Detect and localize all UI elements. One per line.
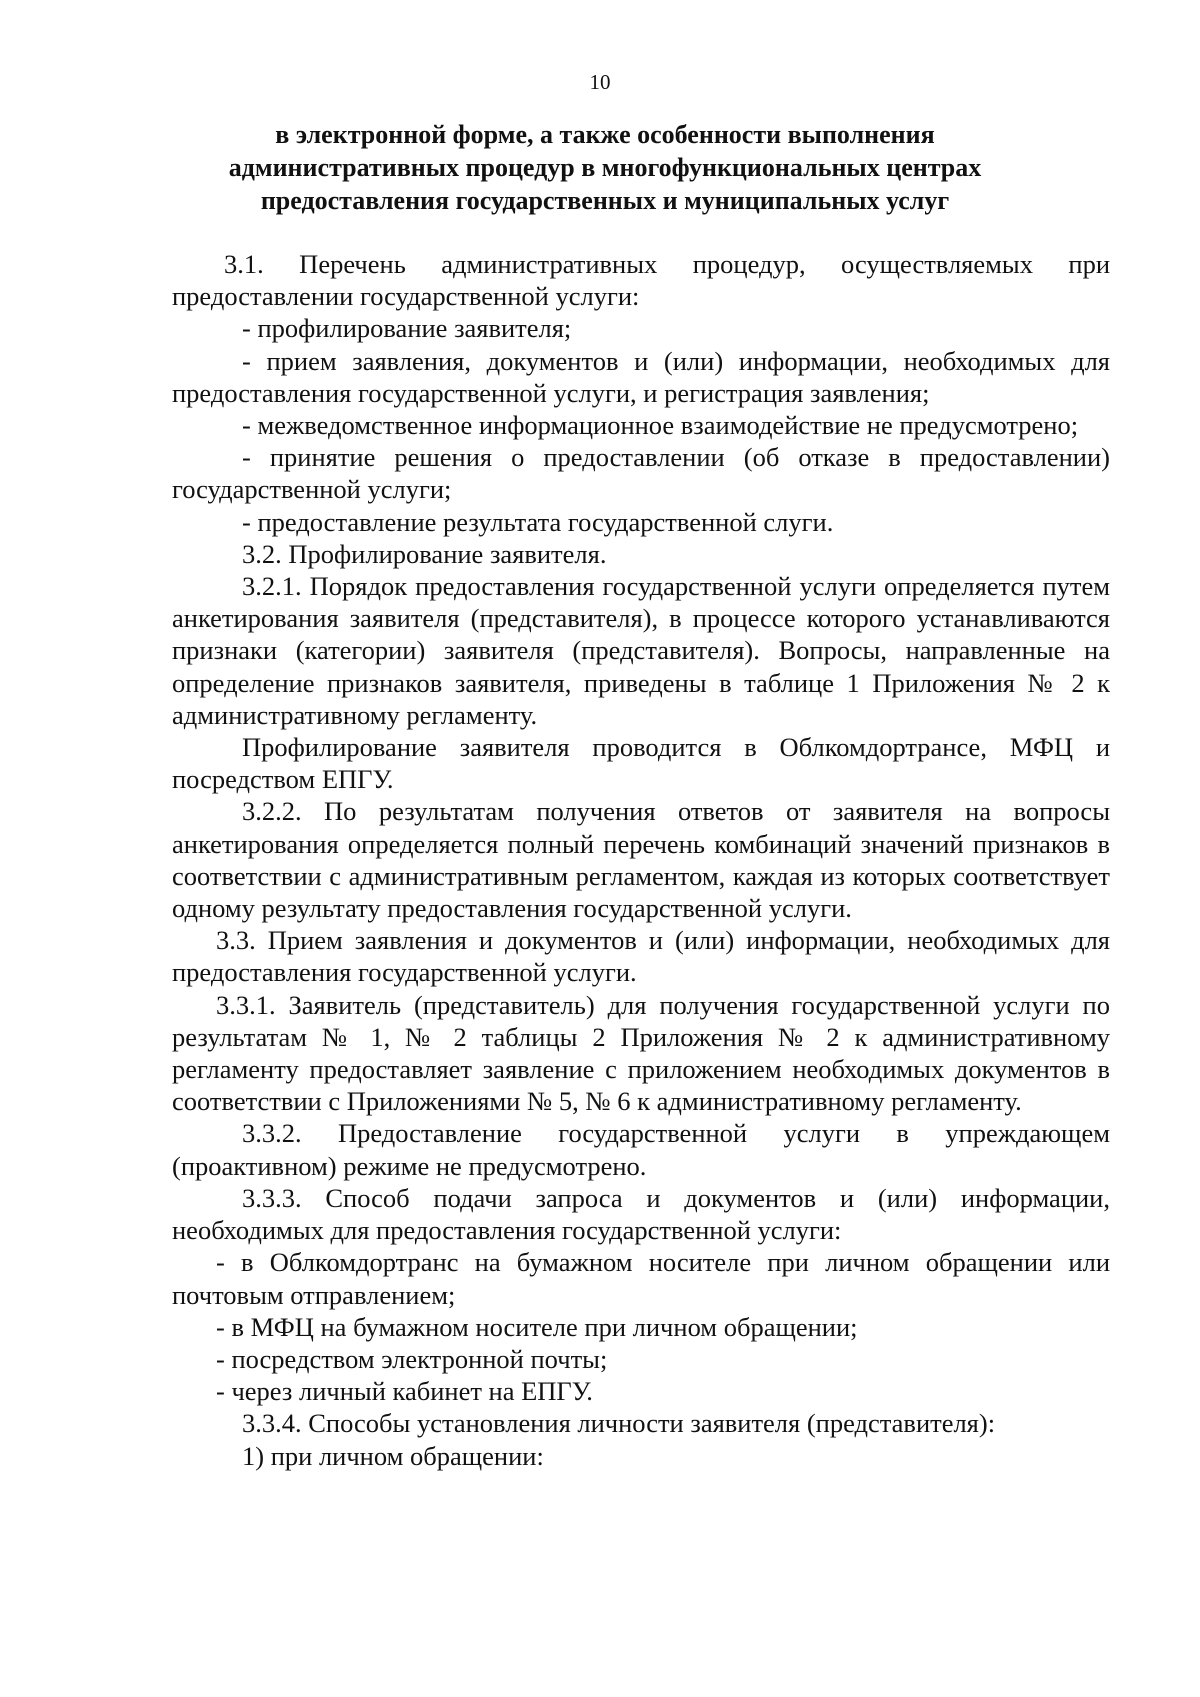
paragraph-3-2-1: 3.2.1. Порядок предоставления государственной услуги определяется путем анкетирования заявителя (представителя), в процессе которого устанавливаются признаки (категории) заявителя (представителя). Вопросы, направленные на определение признаков заявителя, приведены в таблице 1 Приложения № 2 к административному регламенту. (172, 571, 1110, 730)
list-item: - через личный кабинет на ЕПГУ. (216, 1376, 593, 1407)
list-item: - прием заявления, документов и (или) информации, необходимых для предоставления государственной услуги, и регистрация заявления; (172, 345, 1110, 408)
paragraph-3-3-2: 3.3.2. Предоставление государственной услуги в упреждающем (проактивном) режиме не предусмотрено. (172, 1118, 1110, 1181)
list-item: 1) при личном обращении: (242, 1440, 544, 1471)
list-item: - принятие решения о предоставлении (об отказе в предоставлении) государственной услуги; (172, 442, 1110, 505)
heading-line: в электронной форме, а также особенности выполнения (275, 120, 935, 149)
list-item: - предоставление результата государственной слуги. (242, 506, 834, 537)
paragraph-3-3-4: 3.3.4. Способы установления личности заявителя (представителя): (242, 1408, 996, 1439)
heading-line: предоставления государственных и муниципальных услуг (260, 186, 950, 215)
paragraph-3-3-1: 3.3.1. Заявитель (представитель) для получения государственной услуги по результатам № 1, № 2 таблицы 2 Приложения № 2 к административному регламенту предоставляет заявление с приложением необходимых документов в соответствии с Приложениями № 5, № 6 к административному регламенту. (172, 989, 1110, 1117)
page-number: 10 (589, 70, 611, 94)
list-item: - в МФЦ на бумажном носителе при личном обращении; (216, 1311, 858, 1342)
list-item: - посредством электронной почты; (216, 1343, 608, 1374)
document-body (172, 248, 1110, 1472)
paragraph-3-3-3: 3.3.3. Способ подачи запроса и документов и (или) информации, необходимых для предоставления государственной услуги: (172, 1182, 1110, 1246)
list-item: - межведомственное информационное взаимодействие не предусмотрено; (242, 410, 1079, 441)
paragraph-3-2-2: 3.2.2. По результатам получения ответов от заявителя на вопросы анкетирования определяется полный перечень комбинаций значений признаков в соответствии с административным регламентом, каждая из которых соответствует одному результату предоставления государственной услуги. (172, 796, 1110, 924)
section-heading (170, 118, 1040, 217)
list-item: - в Облкомдортранс на бумажном носителе при личном обращении или почтовым отправлением; (172, 1247, 1110, 1310)
paragraph-3-1: 3.1. Перечень административных процедур, осуществляемых при предоставлении государственной услуги: (172, 249, 1110, 312)
heading-line: административных процедур в многофункциональных центрах (228, 153, 982, 182)
paragraph-3-2: 3.2. Профилирование заявителя. (242, 538, 607, 569)
list-item: - профилирование заявителя; (242, 313, 572, 344)
paragraph-profiling: Профилирование заявителя проводится в Облкомдортрансе, МФЦ и посредством ЕПГУ. (172, 732, 1110, 795)
paragraph-3-3: 3.3. Прием заявления и документов и (или) информации, необходимых для предоставления государственной услуги. (172, 925, 1110, 988)
